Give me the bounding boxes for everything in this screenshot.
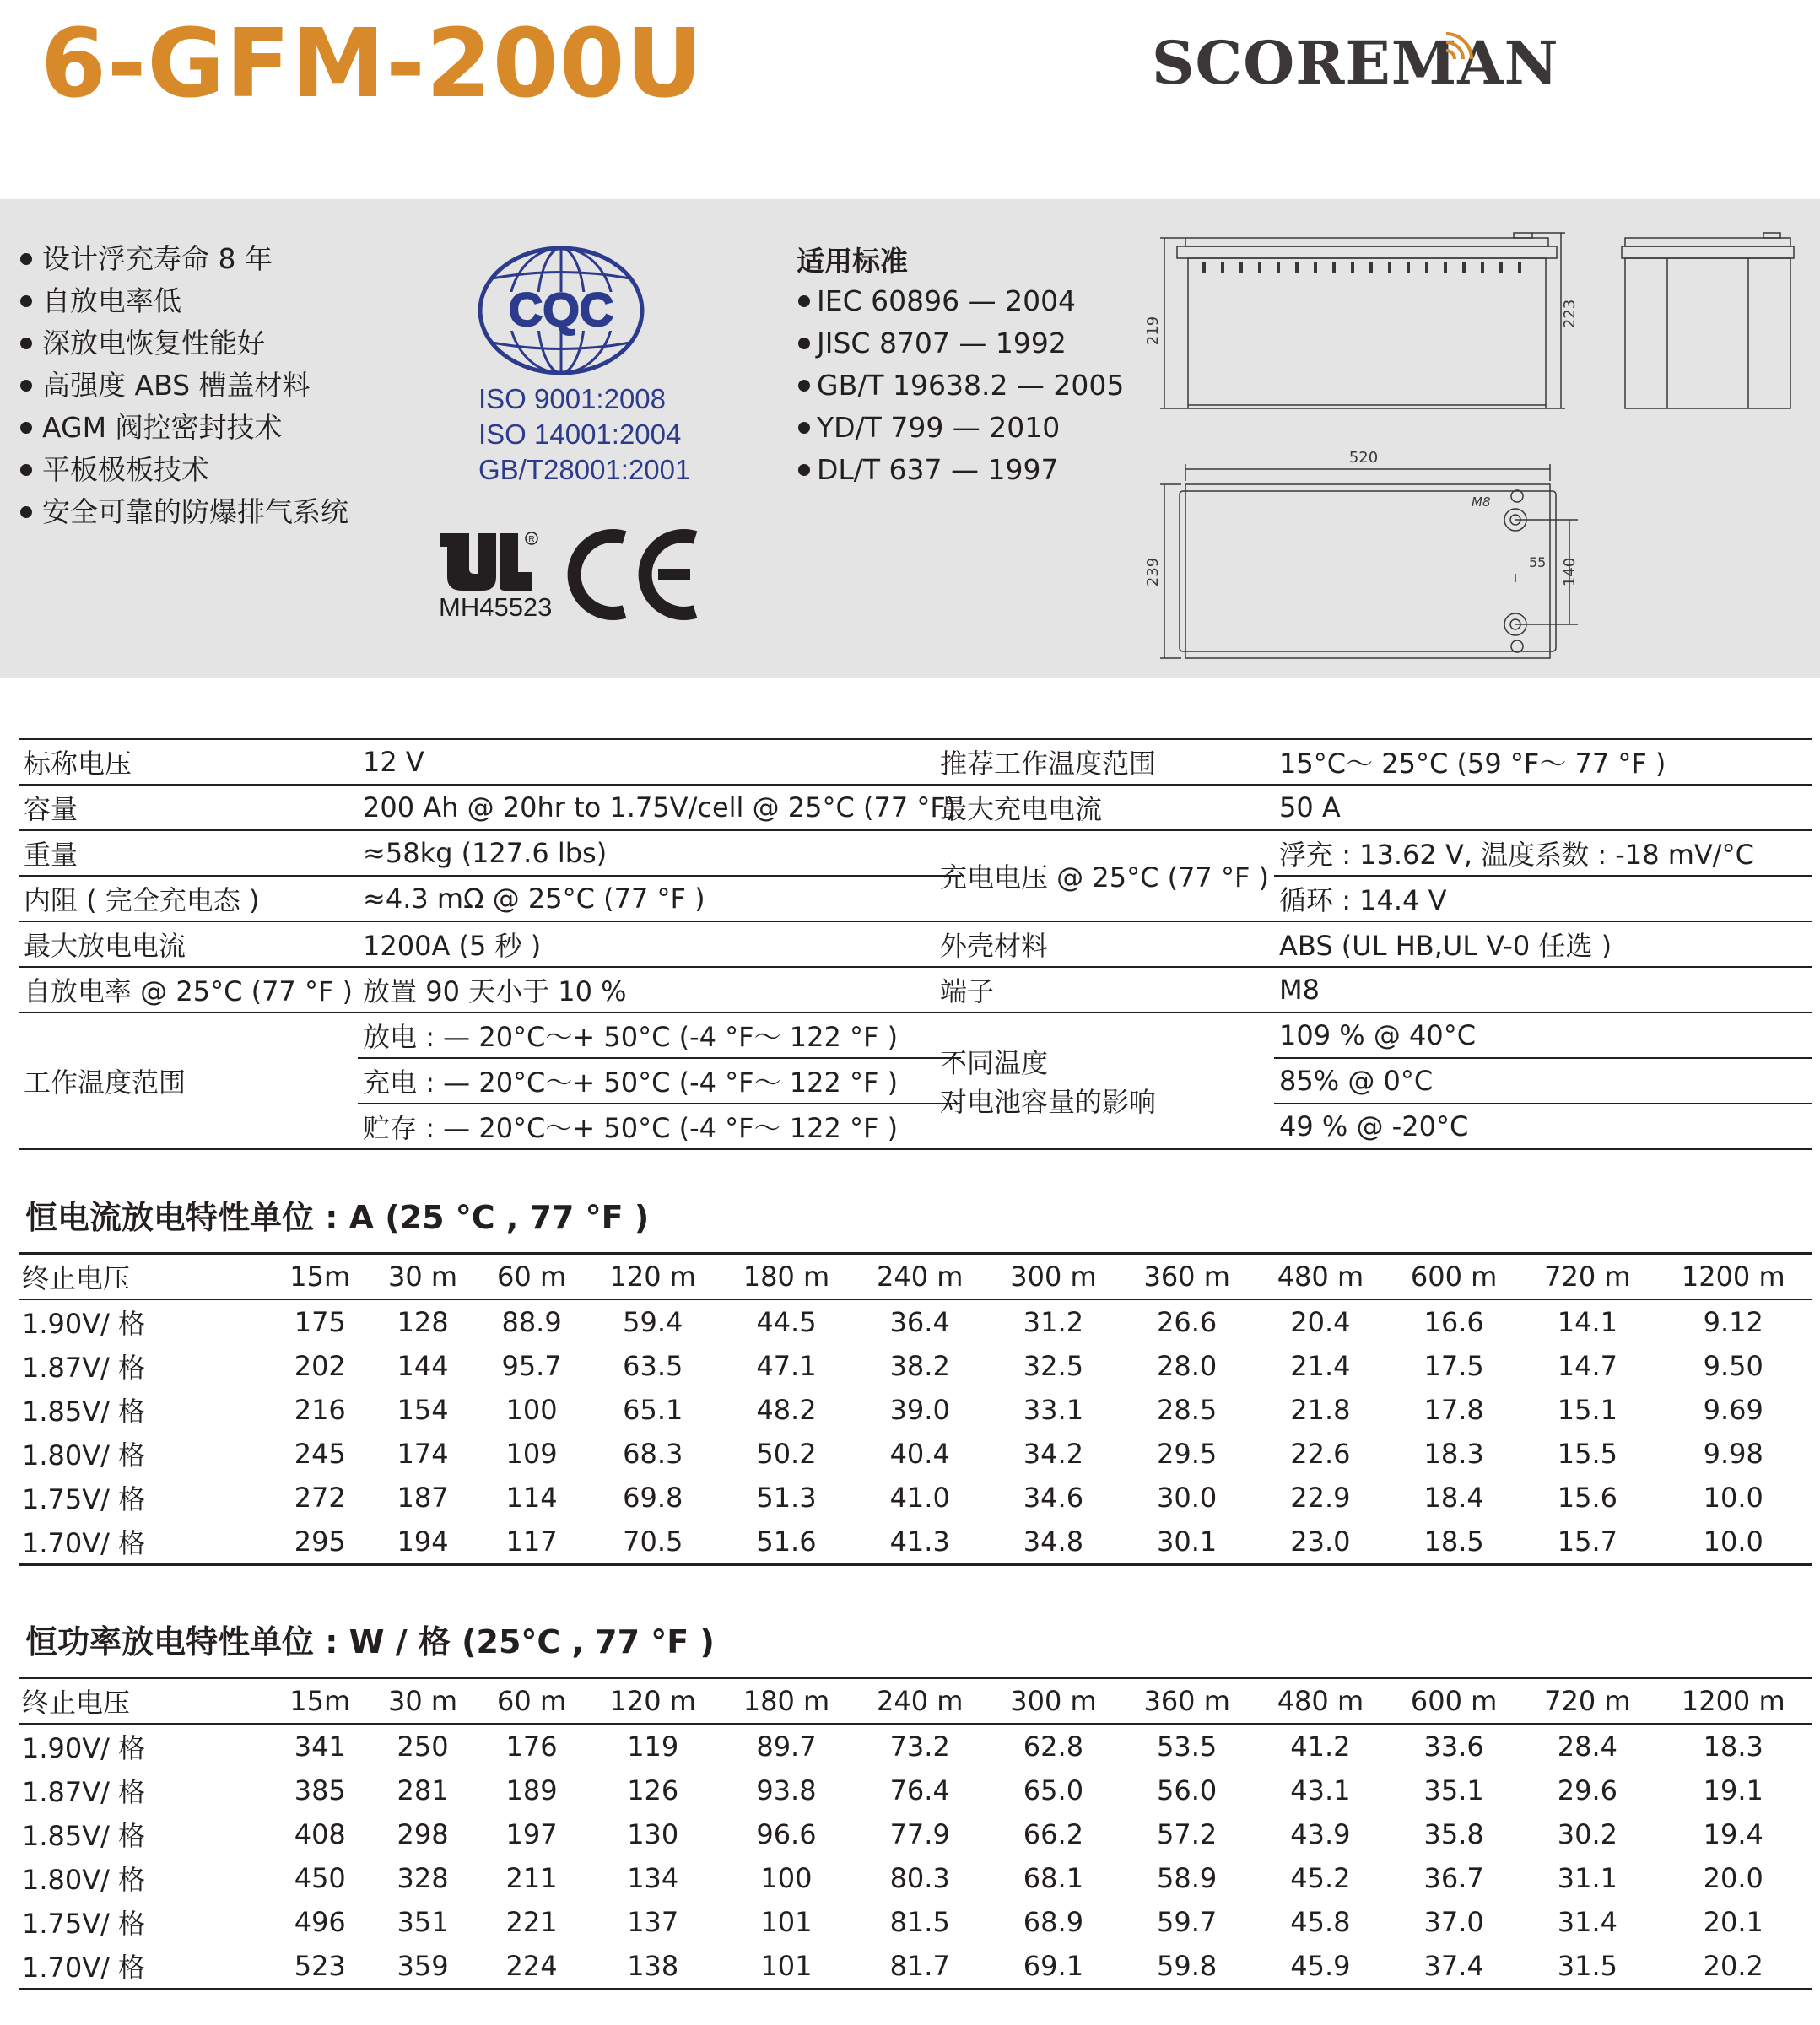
table-cell: 154 [397,1394,449,1426]
table-cell: 18.3 [1703,1731,1763,1763]
row-label: 1.70V/ 格 [19,1944,272,1990]
table-cell: 9.98 [1703,1438,1763,1470]
table-cell: 65.0 [1023,1774,1084,1806]
table-row [19,1012,961,1058]
column-header: 120 m [586,1678,720,1725]
standards-list [797,280,1124,491]
table-cell: 34.8 [986,1520,1120,1565]
table-cell: 250 [397,1731,449,1763]
iso-item: GB/T28001:2001 [478,454,691,485]
ul-registered-mark: R [528,535,535,544]
table-cell: 114 [505,1482,558,1514]
table-cell: 37.4 [1387,1944,1520,1990]
table-cell: 41.2 [1290,1731,1351,1763]
table-row [935,967,1812,1012]
spec-table-left [19,738,961,1150]
table-cell: 175 [294,1306,346,1338]
table-cell: 34.2 [1023,1438,1084,1470]
table-cell: 174 [397,1438,449,1470]
column-header: 终止电压 [19,1254,272,1300]
table-cell: 189 [505,1774,558,1806]
spec-value: 贮存 : — 20°C～+ 50°C (-4 °F～ 122 °F ) [358,1104,961,1149]
table-cell: 45.2 [1290,1862,1351,1894]
spec-table-right [935,738,1812,1150]
power-table-title: 恒功率放电特性单位 : W / 格 (25°C , 77 °F ) [25,1623,715,1660]
table-cell: 101 [760,1906,813,1938]
spec-value: 109 % @ 40°C [1274,1012,1812,1058]
dim-terminal-offset: 55 [1529,554,1547,570]
row-label: 1.80V/ 格 [22,1864,146,1896]
table-cell: 44.5 [756,1306,817,1338]
cqc-text: CQC [508,283,614,336]
column-header: 15m [272,1678,368,1725]
ul-file-code: MH45523 [439,592,553,622]
table-row [19,1388,1812,1432]
table-row [935,830,1812,876]
spec-key: 内阻 ( 完全充电态 ) [19,876,358,921]
spec-value: ≈4.3 mΩ @ 25°C (77 °F ) [358,876,961,921]
table-cell: 77.9 [889,1818,950,1850]
table-cell: 65.1 [623,1394,683,1426]
spec-value: 15°C～ 25°C (59 °F～ 77 °F ) [1274,739,1812,785]
row-label: 1.87V/ 格 [22,1776,146,1808]
table-cell: 22.9 [1290,1482,1351,1514]
table-cell: 68.3 [623,1438,683,1470]
table-cell: 43.9 [1290,1818,1351,1850]
table-cell: 19.1 [1703,1774,1763,1806]
table-cell: 134 [627,1862,679,1894]
table-cell: 29.5 [1157,1438,1218,1470]
table-row [935,785,1812,830]
table-cell: 57.2 [1157,1818,1218,1850]
feature-item: 安全可靠的防爆排气系统 [19,491,348,533]
row-label: 1.75V/ 格 [22,1483,146,1515]
table-cell: 221 [505,1906,558,1938]
spec-key: 重量 [19,830,358,876]
table-cell: 298 [397,1818,449,1850]
standard-item: JISC 8707 — 1992 [797,322,1124,364]
table-row [19,1299,1812,1344]
table-cell: 224 [478,1944,586,1990]
table-cell: 197 [505,1818,558,1850]
table-cell: 33.1 [1023,1394,1084,1426]
table-cell: 109 [505,1438,558,1470]
column-header: 240 m [853,1254,986,1300]
model-title: 6-GFM-200U [41,9,704,119]
table-row [19,739,961,785]
table-cell: 20.2 [1654,1944,1812,1990]
dim-terminal-spacing: 140 [1561,557,1579,587]
table-cell: 20.4 [1290,1306,1351,1338]
feature-item: 设计浮充寿命 8 年 [19,238,348,280]
table-cell: 18.3 [1423,1438,1484,1470]
table-cell: 15.1 [1557,1394,1617,1426]
table-cell: 16.6 [1423,1306,1484,1338]
table-cell: 194 [368,1520,477,1565]
dim-terminal-label: M8 [1472,494,1491,510]
spec-value: ABS (UL HB,UL V-0 任选 ) [1274,921,1812,967]
table-cell: 81.5 [889,1906,950,1938]
table-cell: 37.0 [1423,1906,1484,1938]
table-cell: 30.1 [1121,1520,1254,1565]
table-cell: 28.4 [1557,1731,1617,1763]
dim-length: 520 [1348,449,1379,467]
spec-key: 推荐工作温度范围 [935,739,1274,785]
table-cell: 137 [627,1906,679,1938]
table-cell: 10.0 [1654,1520,1812,1565]
table-cell: 14.1 [1557,1306,1617,1338]
row-label: 1.90V/ 格 [22,1308,146,1340]
table-cell: 14.7 [1557,1350,1617,1382]
table-cell: 18.4 [1423,1482,1484,1514]
table-cell: 41.0 [889,1482,950,1514]
table-cell: 34.6 [1023,1482,1084,1514]
spec-key [935,1012,1274,1149]
table-cell: 130 [627,1818,679,1850]
row-label: 1.90V/ 格 [22,1732,146,1764]
column-header: 600 m [1387,1254,1520,1300]
table-cell: 101 [720,1944,853,1990]
iso-list [478,381,690,488]
table-row [935,1012,1812,1058]
iso-item: ISO 9001:2008 [478,383,667,414]
table-cell: 496 [294,1906,346,1938]
column-header: 终止电压 [19,1678,272,1725]
table-cell: 119 [627,1731,679,1763]
column-header: 360 m [1121,1254,1254,1300]
table-cell: 68.9 [1023,1906,1084,1938]
table-cell: 341 [294,1731,346,1763]
table-cell: 18.5 [1387,1520,1520,1565]
table-cell: 128 [397,1306,449,1338]
table-row [19,1432,1812,1476]
row-label: 1.85V/ 格 [22,1396,146,1428]
table-cell: 31.5 [1520,1944,1654,1990]
table-cell: 450 [294,1862,346,1894]
table-cell: 23.0 [1254,1520,1387,1565]
table-cell: 100 [505,1394,558,1426]
column-header: 480 m [1254,1254,1387,1300]
table-header-row [19,1678,1812,1725]
spec-value: M8 [1274,967,1812,1012]
current-table-title: 恒电流放电特性单位 : A (25 °C , 77 °F ) [25,1199,650,1236]
table-cell: 36.7 [1423,1862,1484,1894]
table-cell: 21.8 [1290,1394,1351,1426]
row-label: 1.80V/ 格 [22,1439,146,1472]
table-cell: 187 [397,1482,449,1514]
standard-item: GB/T 19638.2 — 2005 [797,364,1124,407]
spec-value: 85% @ 0°C [1274,1058,1812,1104]
table-cell: 100 [760,1862,813,1894]
column-header: 180 m [720,1678,853,1725]
spec-value: 12 V [358,739,961,785]
table-row [19,830,961,876]
spec-key: 充电电压 @ 25°C (77 °F ) [935,830,1274,921]
table-cell: 20.1 [1703,1906,1763,1938]
table-cell: 22.6 [1290,1438,1351,1470]
row-label: 1.87V/ 格 [22,1352,146,1384]
table-cell: 66.2 [1023,1818,1084,1850]
table-row [19,1900,1812,1944]
column-header: 120 m [586,1254,720,1300]
table-cell: 28.0 [1157,1350,1218,1382]
table-cell: 96.6 [756,1818,817,1850]
spec-value: 放电 : — 20°C～+ 50°C (-4 °F～ 122 °F ) [358,1012,961,1058]
cqc-logo [477,245,645,376]
dim-total-height: 223 [1561,299,1579,329]
table-cell: 43.1 [1290,1774,1351,1806]
spec-key: 外壳材料 [935,921,1274,967]
table-cell: 53.5 [1157,1731,1218,1763]
spec-key: 标称电压 [19,739,358,785]
table-cell: 328 [397,1862,449,1894]
spec-value: 浮充 : 13.62 V, 温度系数 : -18 mV/°C [1274,830,1812,876]
brand-name: SCOREMAN [1152,28,1559,98]
table-row [19,967,961,1012]
table-row [19,1812,1812,1856]
standards-title: 适用标准 [797,245,908,278]
column-header: 15m [272,1254,368,1300]
spec-value: 循环 : 14.4 V [1274,876,1812,921]
table-cell: 45.8 [1290,1906,1351,1938]
current-discharge-table [19,1252,1812,1566]
spec-value: 1200A (5 秒 ) [358,921,961,967]
table-cell: 76.4 [889,1774,950,1806]
table-cell: 17.8 [1423,1394,1484,1426]
table-cell: 211 [505,1862,558,1894]
table-cell: 9.69 [1703,1394,1763,1426]
table-cell: 89.7 [756,1731,817,1763]
ul-logo [437,530,538,597]
spec-key-line: 对电池容量的影响 [940,1086,1157,1118]
table-cell: 73.2 [889,1731,950,1763]
table-row [19,1724,1812,1768]
ce-mark [567,527,702,622]
table-cell: 31.4 [1557,1906,1617,1938]
column-header: 720 m [1520,1678,1654,1725]
table-cell: 29.6 [1557,1774,1617,1806]
feature-item: 自放电率低 [19,280,348,322]
table-cell: 21.4 [1290,1350,1351,1382]
row-label: 1.85V/ 格 [22,1820,146,1852]
column-header: 360 m [1121,1678,1254,1725]
row-label: 1.70V/ 格 [19,1520,272,1565]
feature-item: 深放电恢复性能好 [19,322,348,364]
table-cell: 39.0 [889,1394,950,1426]
feature-list [19,238,348,533]
table-cell: 30.0 [1157,1482,1218,1514]
table-cell: 144 [397,1350,449,1382]
table-cell: 38.2 [889,1350,950,1382]
table-cell: 281 [397,1774,449,1806]
table-cell: 19.4 [1703,1818,1763,1850]
column-header: 60 m [478,1254,586,1300]
column-header: 600 m [1387,1678,1520,1725]
table-cell: 62.8 [1023,1731,1084,1763]
spec-key: 最大充电电流 [935,785,1274,830]
table-cell: 56.0 [1157,1774,1218,1806]
table-row [935,739,1812,785]
table-cell: 385 [294,1774,346,1806]
column-header: 240 m [853,1678,986,1725]
spec-key: 工作温度范围 [19,1012,358,1149]
table-header-row [19,1254,1812,1300]
table-cell: 138 [586,1944,720,1990]
table-row [19,1344,1812,1388]
table-cell: 88.9 [501,1306,562,1338]
table-cell: 59.7 [1157,1906,1218,1938]
table-cell: 63.5 [623,1350,683,1382]
spec-value: 充电 : — 20°C～+ 50°C (-4 °F～ 122 °F ) [358,1058,961,1104]
table-cell: 51.3 [756,1482,817,1514]
table-cell: 359 [368,1944,477,1990]
table-cell: 47.1 [756,1350,817,1382]
spec-key: 端子 [935,967,1274,1012]
column-header: 30 m [368,1678,477,1725]
table-cell: 176 [505,1731,558,1763]
table-cell: 15.5 [1557,1438,1617,1470]
table-cell: 59.4 [623,1306,683,1338]
table-cell: 15.6 [1557,1482,1617,1514]
table-row [19,1768,1812,1812]
table-cell: 58.9 [1157,1862,1218,1894]
spec-key: 容量 [19,785,358,830]
table-cell: 51.6 [720,1520,853,1565]
table-cell: 20.0 [1703,1862,1763,1894]
table-row [935,921,1812,967]
column-header: 300 m [986,1254,1120,1300]
table-cell: 126 [627,1774,679,1806]
power-discharge-table [19,1677,1812,1990]
table-row [19,921,961,967]
table-cell: 36.4 [889,1306,950,1338]
table-cell: 117 [478,1520,586,1565]
table-cell: 9.12 [1703,1306,1763,1338]
column-header: 30 m [368,1254,477,1300]
table-cell: 9.50 [1703,1350,1763,1382]
table-cell: 245 [294,1438,346,1470]
table-cell: 28.5 [1157,1394,1218,1426]
table-cell: 31.2 [1023,1306,1084,1338]
feature-item: 高强度 ABS 槽盖材料 [19,364,348,407]
table-cell: 15.7 [1520,1520,1654,1565]
column-header: 180 m [720,1254,853,1300]
table-cell: 69.1 [986,1944,1120,1990]
table-cell: 26.6 [1157,1306,1218,1338]
dimension-drawings [1139,228,1806,667]
table-row [19,1944,1812,1990]
table-cell: 41.3 [853,1520,986,1565]
spec-key: 最大放电电流 [19,921,358,967]
feature-item: AGM 阀控密封技术 [19,407,348,449]
table-cell: 40.4 [889,1438,950,1470]
table-row [19,785,961,830]
table-cell: 523 [272,1944,368,1990]
signal-wave-icon [1443,27,1477,61]
table-cell: 80.3 [889,1862,950,1894]
table-cell: 202 [294,1350,346,1382]
table-row [19,1520,1812,1565]
table-cell: 295 [272,1520,368,1565]
column-header: 1200 m [1654,1254,1812,1300]
spec-value: ≈58kg (127.6 lbs) [358,830,961,876]
table-cell: 93.8 [756,1774,817,1806]
table-row [19,1476,1812,1520]
table-cell: 35.1 [1423,1774,1484,1806]
column-header: 1200 m [1654,1678,1812,1725]
table-cell: 35.8 [1423,1818,1484,1850]
feature-item: 平板极板技术 [19,449,348,491]
column-header: 720 m [1520,1254,1654,1300]
table-cell: 10.0 [1703,1482,1763,1514]
standard-item: YD/T 799 — 2010 [797,407,1124,449]
table-cell: 31.1 [1557,1862,1617,1894]
spec-value: 50 A [1274,785,1812,830]
row-label: 1.75V/ 格 [22,1908,146,1940]
table-cell: 32.5 [1023,1350,1084,1382]
table-cell: 50.2 [756,1438,817,1470]
table-cell: 351 [397,1906,449,1938]
spec-value: 200 Ah @ 20hr to 1.75V/cell @ 25°C (77 °F) [358,785,961,830]
table-cell: 69.8 [623,1482,683,1514]
dim-height: 219 [1144,316,1162,346]
table-cell: 59.8 [1121,1944,1254,1990]
spec-key-line: 不同温度 [940,1047,1049,1079]
column-header: 300 m [986,1678,1120,1725]
table-cell: 95.7 [501,1350,562,1382]
standard-item: DL/T 637 — 1997 [797,449,1124,491]
table-cell: 45.9 [1254,1944,1387,1990]
standard-item: IEC 60896 — 2004 [797,280,1124,322]
spec-value: 放置 90 天小于 10 % [358,967,961,1012]
column-header: 480 m [1254,1678,1387,1725]
table-cell: 17.5 [1423,1350,1484,1382]
spec-value: 49 % @ -20°C [1274,1104,1812,1149]
dim-width: 239 [1144,557,1162,587]
spec-key: 自放电率 @ 25°C (77 °F ) [19,967,358,1012]
table-cell: 70.5 [586,1520,720,1565]
brand-logo [1152,25,1559,110]
table-cell: 48.2 [756,1394,817,1426]
table-row [19,1856,1812,1900]
table-row [19,876,961,921]
iso-item: ISO 14001:2004 [478,418,682,450]
table-cell: 33.6 [1423,1731,1484,1763]
table-cell: 68.1 [1023,1862,1084,1894]
table-cell: 216 [294,1394,346,1426]
table-cell: 408 [294,1818,346,1850]
column-header: 60 m [478,1678,586,1725]
table-cell: 272 [294,1482,346,1514]
table-cell: 81.7 [853,1944,986,1990]
table-cell: 30.2 [1557,1818,1617,1850]
